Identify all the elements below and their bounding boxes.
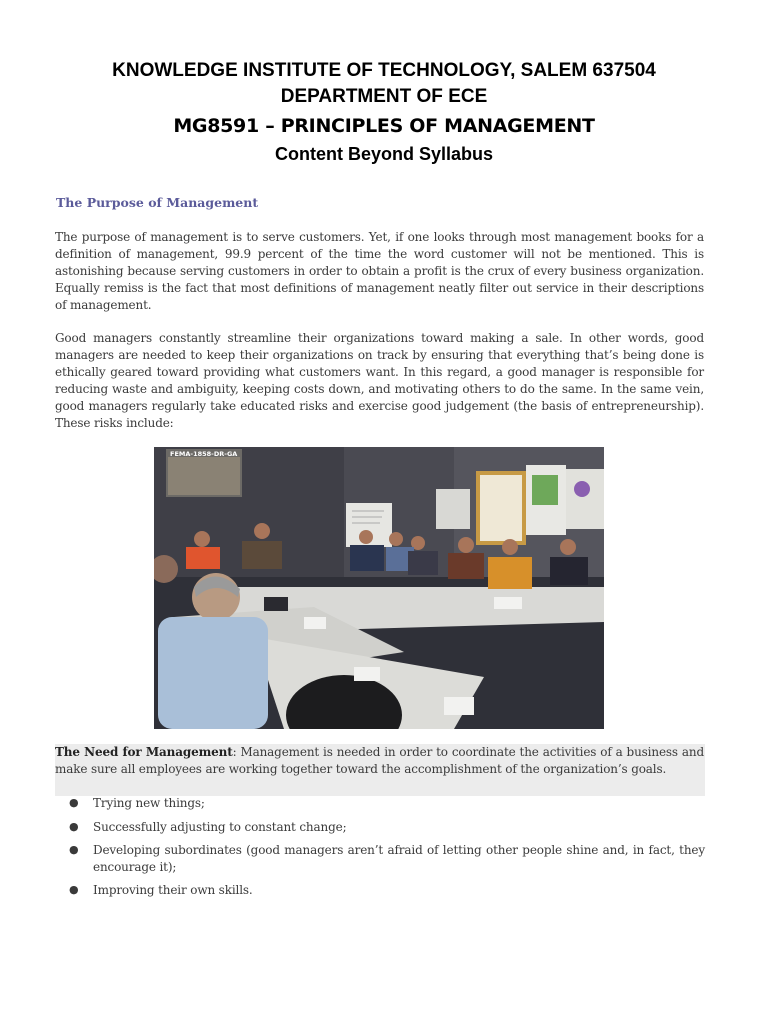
bullet-icon: ● — [69, 796, 79, 809]
list-item: ● Trying new things; — [69, 796, 205, 810]
need-label: The Need for Management — [55, 745, 233, 759]
list-item: ● Successfully adjusting to constant change; — [69, 819, 347, 834]
section-heading: The Purpose of Management — [56, 195, 259, 210]
department-name: DEPARTMENT OF ECE — [280, 86, 488, 107]
bullet-icon: ● — [69, 843, 79, 856]
bullet-icon: ● — [69, 883, 79, 896]
list-item: ● Developing subordinates (good managers aren’t afraid of letting other people shine and, in fact, they encourage it); — [69, 843, 705, 874]
purpose-paragraph-1: The purpose of management is to serve customers. Yet, if one looks through most management books for a definition of management, 99.9 percent of the time the word customer will not be mentioned. This is astonishing because serving customers in order to obtain a profit is the crux of every business organization. Equally remiss is the fact that most definitions of management neatly filter out service in their descriptions of management. — [55, 230, 704, 312]
risks-list — [55, 795, 705, 906]
institute-name: KNOWLEDGE INSTITUTE OF TECHNOLOGY, SALEM 637504 — [112, 60, 656, 81]
document-subtitle: Content Beyond Syllabus — [274, 144, 494, 164]
fema-sign-text: FEMA-1858-DR-GA — [170, 450, 238, 458]
course-title: MG8591 – PRINCIPLES OF MANAGEMENT — [173, 115, 595, 137]
purpose-paragraph-2: Good managers constantly streamline their organizations toward making a sale. In other words, good managers are needed to keep their organizations on track by ensuring that everything that’s being done is ethically geared toward providing what customers want. In this regard, a good manager is responsible for reducing waste and ambiguity, keeping costs down, and motivating others to do the same. In the same vein, good managers regularly take educated risks and exercise good judgement (the basis of entrepreneurship). These risks include: — [55, 331, 704, 430]
need-body: : Management is needed in order to coordinate the activities of a business and make sure all employees are working together toward the accomplishment of the organization’s goals. — [55, 745, 704, 776]
bullet-icon: ● — [69, 819, 79, 833]
need-paragraph — [55, 744, 704, 778]
list-item: ● Improving their own skills. — [69, 883, 253, 897]
meeting-photo — [154, 447, 604, 729]
